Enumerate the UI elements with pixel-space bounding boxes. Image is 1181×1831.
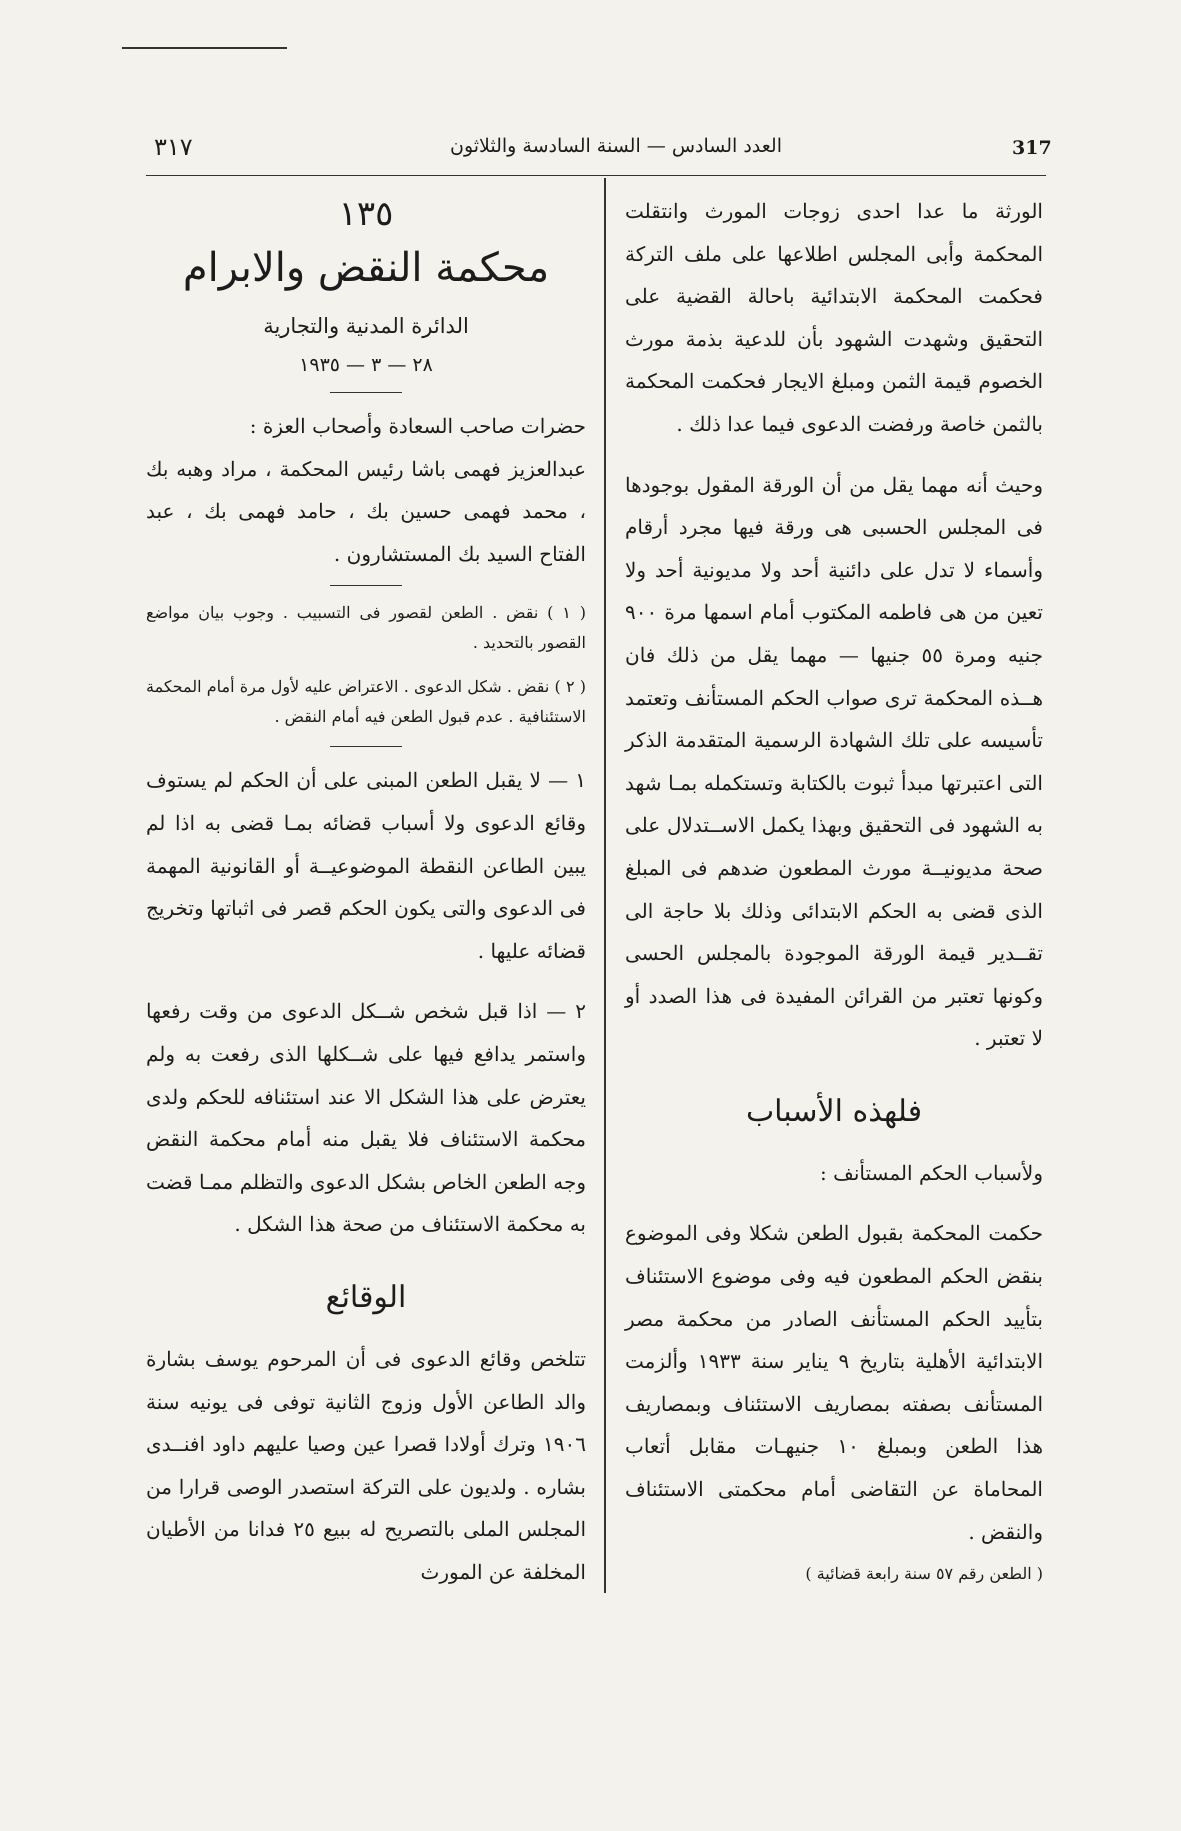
principles-rule bbox=[330, 746, 402, 747]
case-number: ١٣٥ bbox=[338, 194, 394, 234]
page-number-arabic: ٣١٧ bbox=[154, 133, 193, 161]
principle-1: ١ — لا يقبل الطعن المبنى على أن الحكم لم يستوف وقائع الدعوى ولا أسباب قضائه بمـا قضى به اذا لم يبين الطاعن النقطة الموضوعيــة أو القانونية المهمة فى الدعوى والتى يكون الحكم قصر فى اثباتها وتخريج قضائه عليها . bbox=[146, 768, 586, 963]
headnote: ( ١ ) نقض . الطعن لقصور فى التسبيب . وجوب بيان مواضع القصور بالتحديد . bbox=[146, 603, 586, 653]
court-name: محكمة النقض والابرام bbox=[182, 245, 550, 291]
running-title: العدد السادس — السنة السادسة والثلاثون bbox=[449, 135, 782, 157]
left-column bbox=[146, 190, 586, 1593]
verdict-paragraph: حكمت المحكمة بقبول الطعن شكلا وفى الموضوع بنقض الحكم المطعون فيه وفى موضوع الاستئناف بتأييد الحكم المستأنف الصادر من محكمة مصر الابتدائية الأهلية بتاريخ ٩ يناير سنة ١٩٣٣ وألزمت المستأنف بصفته بمصاريف الاستئناف وبمصاريف هذا الطعن وبمبلغ ١٠ جنيهـات مقابل أتعاب المحاماة عن التقاضى أمام محكمتى الاستئناف والنقض . bbox=[625, 1221, 1043, 1544]
column-divider bbox=[604, 178, 606, 1593]
division-name: الدائرة المدنية والتجارية bbox=[263, 314, 469, 338]
page-header bbox=[146, 133, 1052, 171]
right-column bbox=[625, 190, 1043, 1596]
verdict-intro: ولأسباب الحكم المستأنف : bbox=[820, 1160, 1043, 1185]
principle-2: ٢ — اذا قبل شخص شــكل الدعوى من وقت رفعها واستمر يدافع فيها على شــكلها الذى رفعت به ولم يعترض على هذا الشكل الا عند استئنافه للحكم ولدى محكمة الاستئناف فلا يقبل منه أمام محكمة النقض وجه الطعن الخاص بشكل الدعوى والتظلم ممـا قضت به محكمة الاستئناف من صحة هذا الشكل . bbox=[146, 999, 586, 1237]
facts-heading: الوقائع bbox=[325, 1279, 407, 1315]
top-rule bbox=[122, 47, 287, 49]
appeal-reference: ( الطعن رقم ٥٧ سنة رابعة قضائية ) bbox=[805, 1564, 1043, 1584]
headnote: ( ٢ ) نقض . شكل الدعوى . الاعتراض عليه لأول مرة أمام المحكمة الاستئنافية . عدم قبول الطعن فيه أمام النقض . bbox=[146, 677, 587, 727]
reasons-heading: فلهذه الأسباب bbox=[745, 1093, 923, 1129]
title-rule bbox=[330, 392, 402, 393]
reasoning-paragraph: وحيث أنه مهما يقل من أن الورقة المقول بوجودها فى المجلس الحسبى هى ورقة فيها مجرد أرقام وأسماء لا تدل على دائنية أحد ولا مديونية أحد ولا تعين من هى فاطمه المكتوب أمام اسمها مرة ٩٠٠ جنيه ومرة ٥٥ جنيها — مهما يقل من ذلك فان هــذه المحكمة ترى صواب الحكم المستأنف وتعتمد تأسيسه على تلك الشهادة الرسمية المتقدمة الذكر التى اعتبرتها مبدأ ثبوت بالكتابة وتستكمله بمـا شهد به الشهود فى التحقيق وبهذا يكمل الاســتدلال على صحة مديونيــة مورث المطعون ضدهم فى المبلغ الذى قضى به الحكم الابتدائى وذلك بلا حاجة الى تقــدير قيمة الورقة الموجودة بالمجلس الحسى وكونها تعتبر من القرائن المفيدة فى هذا الصدد أو لا تعتبر . bbox=[625, 472, 1043, 1051]
facts-paragraph: تتلخص وقائع الدعوى فى أن المرحوم يوسف بشارة والد الطاعن الأول وزوج الثانية توفى فى يونيه سنة ١٩٠٦ وترك أولادا قصرا عين وصيا عليهم داود افنــدى بشاره . ولديون على التركة استصدر الوصى قرارا من المجلس الملى بالتصريح له ببيع ٢٥ فدانا من الأطيان المخلفة عن المورث bbox=[146, 1346, 586, 1584]
page-number-latin: 317 bbox=[1012, 137, 1052, 159]
continuation-paragraph: الورثة ما عدا احدى زوجات المورث وانتقلت المحكمة وأبى المجلس اطلاعها على ملف التركة فحكمت المحكمة الابتدائية باحالة القضية على التحقيق وشهدت الشهود بأن للدعية بذمة مورث الخصوم قيمة الثمن ومبلغ الايجار فحكمت المحكمة بالثمن خاصة ورفضت الدعوى فيما عدا ذلك . bbox=[625, 199, 1043, 436]
notes-rule bbox=[330, 585, 402, 586]
judges-intro: حضرات صاحب السعادة وأصحاب العزة : bbox=[249, 414, 586, 438]
session-date: ٢٨ — ٣ — ١٩٣٥ bbox=[299, 354, 433, 376]
judges-list: عبدالعزيز فهمى باشا رئيس المحكمة ، مراد وهبه بك ، محمد فهمى حسين بك ، حامد فهمى بك ، عبد الفتاح السيد بك المستشارون . bbox=[146, 456, 586, 566]
header-rule bbox=[146, 175, 1046, 176]
headnotes bbox=[146, 598, 586, 732]
